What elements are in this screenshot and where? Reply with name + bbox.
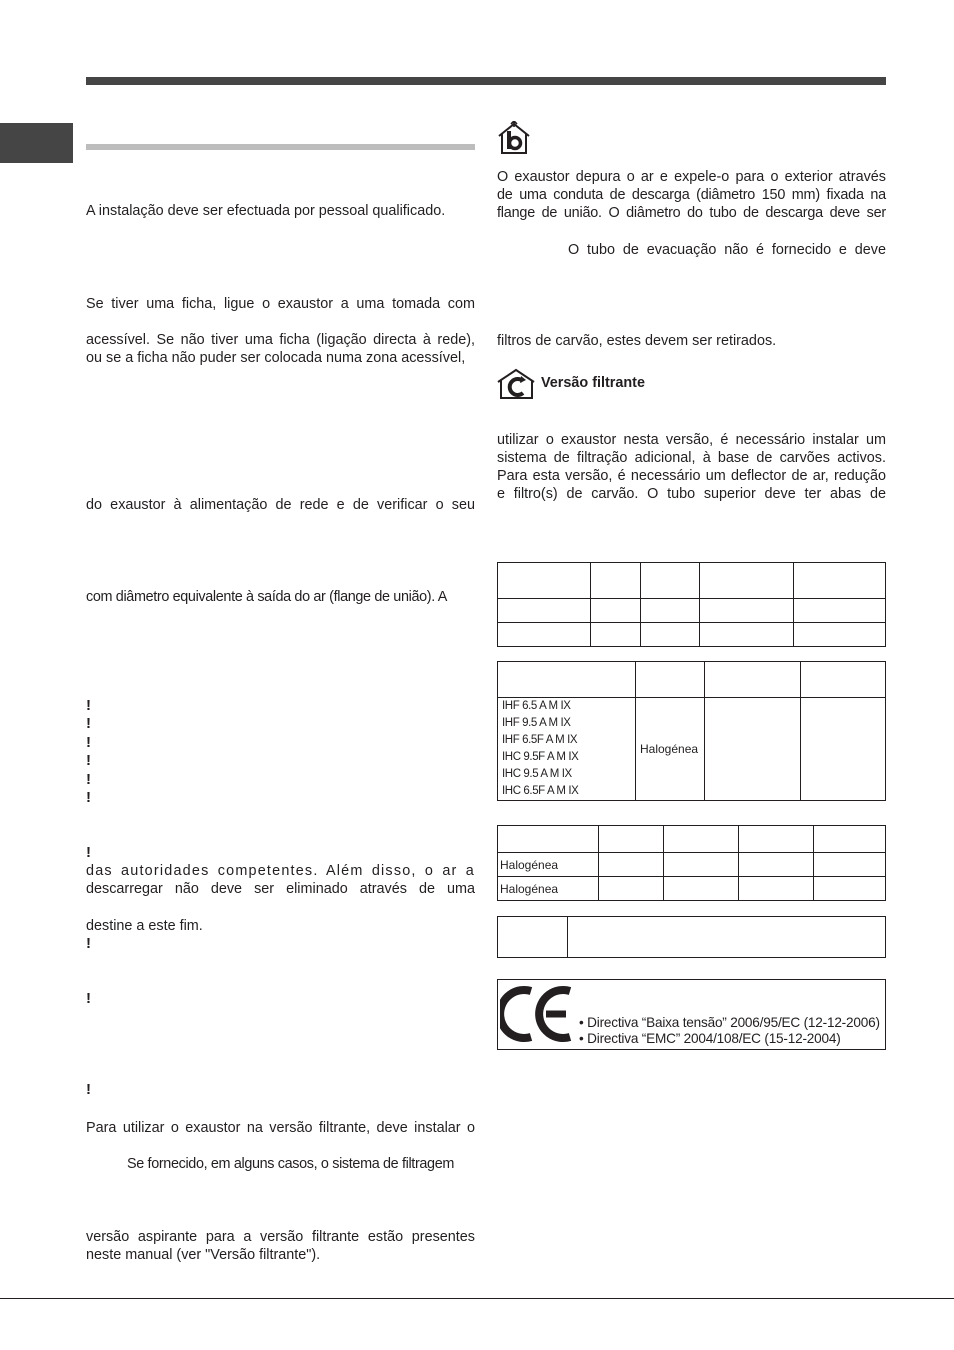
table-cell (641, 623, 700, 647)
table-cell (636, 662, 705, 698)
table-cell (664, 826, 739, 853)
exhaust-line-2: de uma conduta de descarga (diâmetro 150 mm) fixada na (497, 187, 886, 203)
table-cell (641, 599, 700, 623)
table-cell (801, 698, 886, 801)
plug-line-3: ou se a ficha não puder ser colocada numa zona acessível, (86, 350, 466, 366)
table-cell (814, 853, 886, 877)
table-cell (498, 826, 599, 853)
manual-line-1: versão aspirante para a versão filtrante estão presentes (86, 1229, 475, 1245)
destine-line: destine a este fim. (86, 918, 203, 934)
recirculation-version-icon (497, 368, 537, 400)
table-cell (794, 563, 886, 599)
filter-install-line: Para utilizar o exaustor na versão filtrante, deve instalar o (86, 1120, 475, 1136)
warning-icon: ! (86, 935, 91, 952)
table-cell (498, 563, 591, 599)
table-cell (705, 662, 801, 698)
lamp-type-cell: Halogénea (498, 853, 599, 877)
section-rule (86, 144, 475, 150)
diameter-line: com diâmetro equivalente à saída do ar (flange de união). A (86, 589, 447, 605)
table-row (498, 698, 886, 801)
lamp-type-cell: Halogénea (498, 877, 599, 901)
table-cell (801, 662, 886, 698)
directive-emc: • Directiva “EMC” 2004/108/EC (15-12-2004) (579, 1031, 841, 1046)
table-cell (498, 599, 591, 623)
model-name: IHC 9.5F A M IX (502, 751, 579, 763)
warning-icon: ! (86, 1081, 91, 1098)
table-cell (794, 623, 886, 647)
language-tab (0, 123, 73, 163)
ducted-version-icon (497, 121, 531, 155)
table-cell (498, 662, 636, 698)
model-name: IHF 6.5 A M IX (502, 700, 571, 712)
warning-icon: ! (86, 752, 91, 769)
table-cell (700, 623, 794, 647)
warning-icon: ! (86, 990, 91, 1007)
table-cell (498, 917, 568, 958)
ce-mark-icon (500, 985, 574, 1043)
filter-version-heading: Versão filtrante (541, 375, 645, 391)
model-name: IHF 6.5F A M IX (502, 734, 578, 746)
plug-line-1: Se tiver uma ficha, ligue o exaustor a uma tomada com (86, 296, 475, 312)
info-table (497, 916, 886, 958)
authorities-line-2: descarregar não deve ser eliminado através de uma (86, 881, 475, 897)
table-cell (568, 917, 886, 958)
filtering-line-2: sistema de filtração adicional, à base de carvões activos. (497, 450, 886, 466)
table-cell (599, 826, 664, 853)
table-cell (700, 563, 794, 599)
lamp-type-cell: Halogénea (636, 698, 705, 801)
footer-rule (0, 1298, 954, 1299)
table-cell (739, 877, 814, 901)
filtering-line-1: utilizar o exaustor nesta versão, é necessário instalar um (497, 432, 886, 448)
table-cell (498, 623, 591, 647)
table-cell (794, 599, 886, 623)
table-cell (739, 826, 814, 853)
warning-icon: ! (86, 734, 91, 751)
exhaust-line-3: flange de união. O diâmetro do tubo de descarga deve ser (497, 205, 886, 221)
table-row (498, 877, 886, 901)
warning-icon: ! (86, 844, 91, 861)
models-table (497, 661, 886, 801)
table-cell (591, 623, 641, 647)
table-row (498, 853, 886, 877)
dimensions-table (497, 562, 886, 647)
model-list (498, 698, 636, 801)
filtering-line-4: e filtro(s) de carvão. O tubo superior deve ter abas de (497, 486, 886, 502)
table-row (498, 599, 886, 623)
exhaust-line-1: O exaustor depura o ar e expele-o para o exterior através (497, 169, 886, 185)
model-name: IHC 9.5 A M IX (502, 768, 572, 780)
model-name: IHC 6.5F A M IX (502, 785, 579, 797)
table-cell (664, 877, 739, 901)
lamps-table (497, 825, 886, 901)
power-line: do exaustor à alimentação de rede e de verificar o seu (86, 497, 475, 513)
table-cell (700, 599, 794, 623)
table-cell (814, 826, 886, 853)
table-cell (739, 853, 814, 877)
model-name: IHF 9.5 A M IX (502, 717, 571, 729)
table-cell (664, 853, 739, 877)
table-cell (591, 563, 641, 599)
authorities-line-1: das autoridades competentes. Além disso, o ar a (86, 863, 475, 879)
directive-low-voltage: • Directiva “Baixa tensão” 2006/95/EC (12-12-2006) (579, 1015, 880, 1030)
table-cell (591, 599, 641, 623)
filter-supplied-line: Se fornecido, em alguns casos, o sistema de filtragem (127, 1156, 454, 1172)
intro-text: A instalação deve ser efectuada por pessoal qualificado. (86, 203, 446, 219)
warning-icon: ! (86, 715, 91, 732)
tube-line: O tubo de evacuação não é fornecido e deve (568, 242, 886, 258)
header-rule (86, 77, 886, 85)
plug-line-2: acessível. Se não tiver uma ficha (ligação directa à rede), (86, 332, 475, 348)
filtering-line-3: Para esta versão, é necessário um deflector de ar, redução (497, 468, 886, 484)
table-cell (641, 563, 700, 599)
table-cell (814, 877, 886, 901)
table-cell (705, 698, 801, 801)
table-row (498, 623, 886, 647)
table-cell (599, 877, 664, 901)
manual-line-2: neste manual (ver "Versão filtrante"). (86, 1247, 321, 1263)
warning-icon: ! (86, 789, 91, 806)
table-cell (599, 853, 664, 877)
warning-icon: ! (86, 697, 91, 714)
warning-icon: ! (86, 771, 91, 788)
carbon-line: filtros de carvão, estes devem ser retirados. (497, 333, 777, 349)
